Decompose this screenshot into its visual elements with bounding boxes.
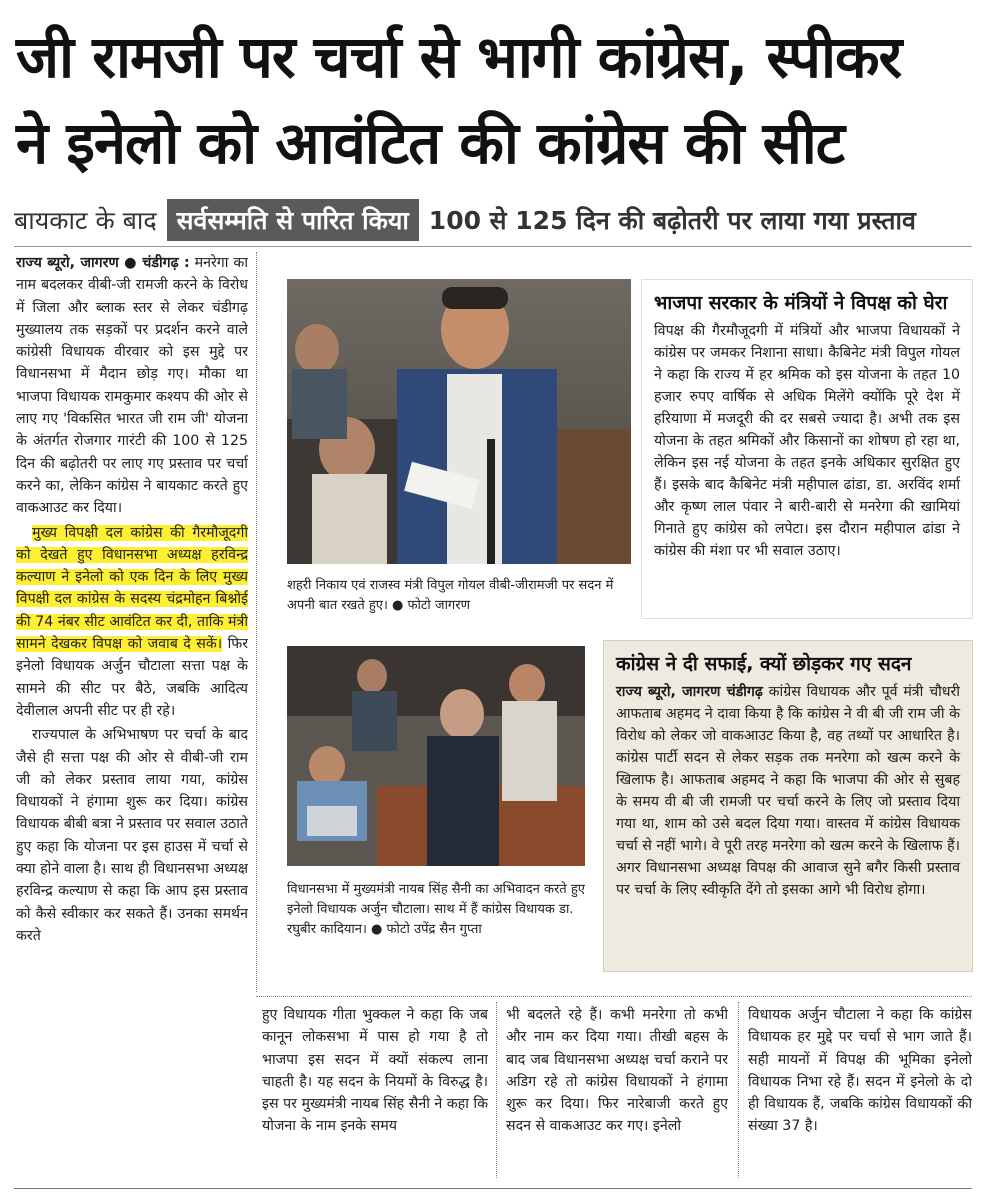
- headline-line-1: जी रामजी पर चर्चा से भागी कांग्रेस, स्पीकर: [16, 23, 902, 91]
- headline: [16, 14, 971, 186]
- story-paragraph-2: फिर इनेलो विधायक अर्जुन चौटाला सत्ता पक्ष के सामने की सीट पर बैठे, जबकि आदित्य देवीलाल अपनी सीट पर ही रहे।: [16, 636, 248, 719]
- story-paragraph-3: राज्यपाल के अभिभाषण पर चर्चा के बाद जैसे ही सत्ता पक्ष की ओर से वीबी-जी राम जी को लेकर प्रस्ताव लाया गया, कांग्रेस विधायकों ने हंगामा शुरू कर दिया। कांग्रेस विधायक बीबी बत्रा ने प्रस्ताव पर सवाल उठाते हुए कहा कि योजना पर इस हाउस में चर्चा से क्या होने वाला है। साथ ही विधानसभा अध्यक्ष हरविन्द्र कल्याण से कहा कि आप इस प्रस्ताव को कैसे स्वीकार कर सकते हैं। उनका समर्थन करते: [16, 727, 248, 944]
- photo-greeting-cm-image: [287, 646, 585, 866]
- column-divider: [256, 252, 257, 992]
- sidebar-box-bjp: [641, 279, 973, 619]
- box2-title: कांग्रेस ने दी सफाई, क्यों छोड़कर गए सदन: [616, 653, 912, 675]
- photo-minister-speaking-image: [287, 279, 631, 564]
- top-divider: [14, 246, 972, 247]
- photo1-caption: शहरी निकाय एवं राजस्व मंत्री विपुल गोयल वीबी-जीरामजी पर सदन में अपनी बात रखते हुए। ● फोटो जागरण: [287, 578, 614, 613]
- column-divider-2: [496, 1002, 497, 1178]
- story-column-4: विधायक अर्जुन चौटाला ने कहा कि कांग्रेस विधायक हर मुद्दे पर चर्चा से भाग जाते हैं। सही मायनों में विपक्ष की भूमिका इनेलो विधायक निभा रहे हैं। सदन में इनेलो के दो ही विधायक हैं, जबकि कांग्रेस विधायकों की संख्या 37 है।: [748, 1007, 972, 1135]
- story-dateline: राज्य ब्यूरो, जागरण ● चंडीगढ़ :: [16, 255, 190, 271]
- photo-minister-speaking: [287, 279, 631, 564]
- box2-dateline: राज्य ब्यूरो, जागरण चंडीगढ़: [616, 684, 763, 700]
- story-column-3: भी बदलते रहे हैं। कभी मनरेगा तो कभी और नाम कर दिया गया। तीखी बहस के बाद जब विधानसभा अध्यक्ष चर्चा कराने पर अडिग रहे तो कांग्रेस विधायकों ने हंगामा शुरू कर दिया। फिर नारेबाजी करते हुए सदन से वाकआउट कर गए। इनेलो: [506, 1007, 728, 1135]
- deck-right: 100 से 125 दिन की बढ़ोतरी पर लाया गया प्रस्ताव: [428, 206, 916, 235]
- deck-highlight-box: सर्वसम्मति से पारित किया: [167, 199, 419, 241]
- story-column-2: हुए विधायक गीता भुक्कल ने कहा कि जब कानून लोकसभा में पास हो गया है तो भाजपा इस सदन में क्यों संकल्प लाना चाहती है। यह सदन के नियमों के विरुद्ध है। इस पर मुख्यमंत्री नायब सिंह सैनी ने कहा कि योजना के नाम इनके समय: [262, 1007, 488, 1135]
- bottom-section-divider: [256, 996, 972, 997]
- photo-greeting-cm: [287, 646, 585, 866]
- deck-left: बायकाट के बाद: [14, 206, 157, 235]
- photo2-caption: विधानसभा में मुख्यमंत्री नायब सिंह सैनी का अभिवादन करते हुए इनेलो विधायक अर्जुन चौटाला। साथ में हैं कांग्रेस विधायक डा. रघुबीर कादियान। ● फोटो उपेंद्र सैन गुप्ता: [287, 882, 585, 937]
- subheadline-deck: [14, 198, 972, 242]
- column-divider-3: [738, 1002, 739, 1178]
- box2-body: कांग्रेस विधायक और पूर्व मंत्री चौधरी आफताब अहमद ने दावा किया है कि कांग्रेस ने वी बी जी राम जी के विरोध को लेकर जो वाकआउट किया है, वह तथ्यों पर आधारित है। कांग्रेस पार्टी सदन से लेकर सड़क तक मनरेगा को खत्म करने के खिलाफ है। आफताब अहमद ने कहा कि भाजपा की ओर से सुबह के समय वी बी जी रामजी पर चर्चा करने के लिए जो प्रस्ताव दिया गया था, शाम को उसे बदल दिया गया। वास्तव में कांग्रेस विधायक चर्चा से नहीं भागे। वे पूरी तरह मनरेगा को खत्म करने के खिलाफ हैं। अगर विधानसभा अध्यक्ष विपक्ष की आवाज सुने बगैर किसी प्रस्ताव पर चर्चा के लिए स्वीकृति देंगे तो इसका आगे भी विरोध होगा।: [616, 684, 960, 898]
- page-bottom-rule: [14, 1188, 972, 1189]
- story-column-1: [16, 252, 248, 996]
- box1-body: विपक्ष की गैरमौजूदगी में मंत्रियों और भाजपा विधायकों ने कांग्रेस पर जमकर निशाना साधा। कैबिनेट मंत्री विपुल गोयल ने कहा कि राज्य में हर श्रमिक को इस योजना के तहत 10 हजार रुपए वार्षिक से अधिक मिलेंगे क्योंकि पूरे देश में हरियाणा में मजदूरी की दर सबसे ज्यादा है। अभी तक इस योजना के तहत श्रमिकों और किसानों का शोषण हो रहा था, लेकिन इस नई योजना के तहत इनके अधिकार सुरक्षित हुए हैं। इसके बाद कैबिनेट मंत्री महीपाल ढांडा, डा. अरविंद शर्मा और कृष्ण लाल पंवार ने बारी-बारी से मनरेगा की खामियां गिनाते हुए कांग्रेस को लपेटा। इस दौरान महीपाल ढांडा ने कांग्रेस की मंशा पर भी सवाल उठाए।: [654, 323, 960, 559]
- sidebar-box-congress: [603, 640, 973, 972]
- highlighted-paragraph: मुख्य विपक्षी दल कांग्रेस की गैरमौजूदगी को देखते हुए विधानसभा अध्यक्ष हरविन्द्र कल्याण ने इनेलो को एक दिन के लिए मुख्य विपक्षी दल कांग्रेस के सदस्य चंद्रमोहन बिश्नोई की 74 नंबर सीट आवंटित कर दी, ताकि मंत्री सामने देखकर विपक्ष को जवाब दे सकें।: [16, 524, 248, 653]
- headline-line-2: ने इनेलो को आवंटित की कांग्रेस की सीट: [16, 109, 845, 177]
- story-paragraph-1: मनरेगा का नाम बदलकर वीबी-जी रामजी करने के विरोध में जिला और ब्लाक स्तर से लेकर चंडीगढ़ मुख्यालय तक सड़कों पर प्रदर्शन करने वाले कांग्रेसी विधायक वीरवार को इस मुद्दे पर विधानसभा में मैदान छोड़ गए। मौका था भाजपा विधायक रामकुमार कश्यप की ओर से लाए गए 'विकसित भारत जी राम जी' योजना के अंतर्गत रोजगार गारंटी की 100 से 125 दिन की बढ़ोतरी पर लाए गए प्रस्ताव पर चर्चा करने का, लेकिन कांग्रेस ने बायकाट करते हुए वाकआउट कर दिया।: [16, 255, 248, 517]
- box1-title: भाजपा सरकार के मंत्रियों ने विपक्ष को घेरा: [654, 292, 948, 314]
